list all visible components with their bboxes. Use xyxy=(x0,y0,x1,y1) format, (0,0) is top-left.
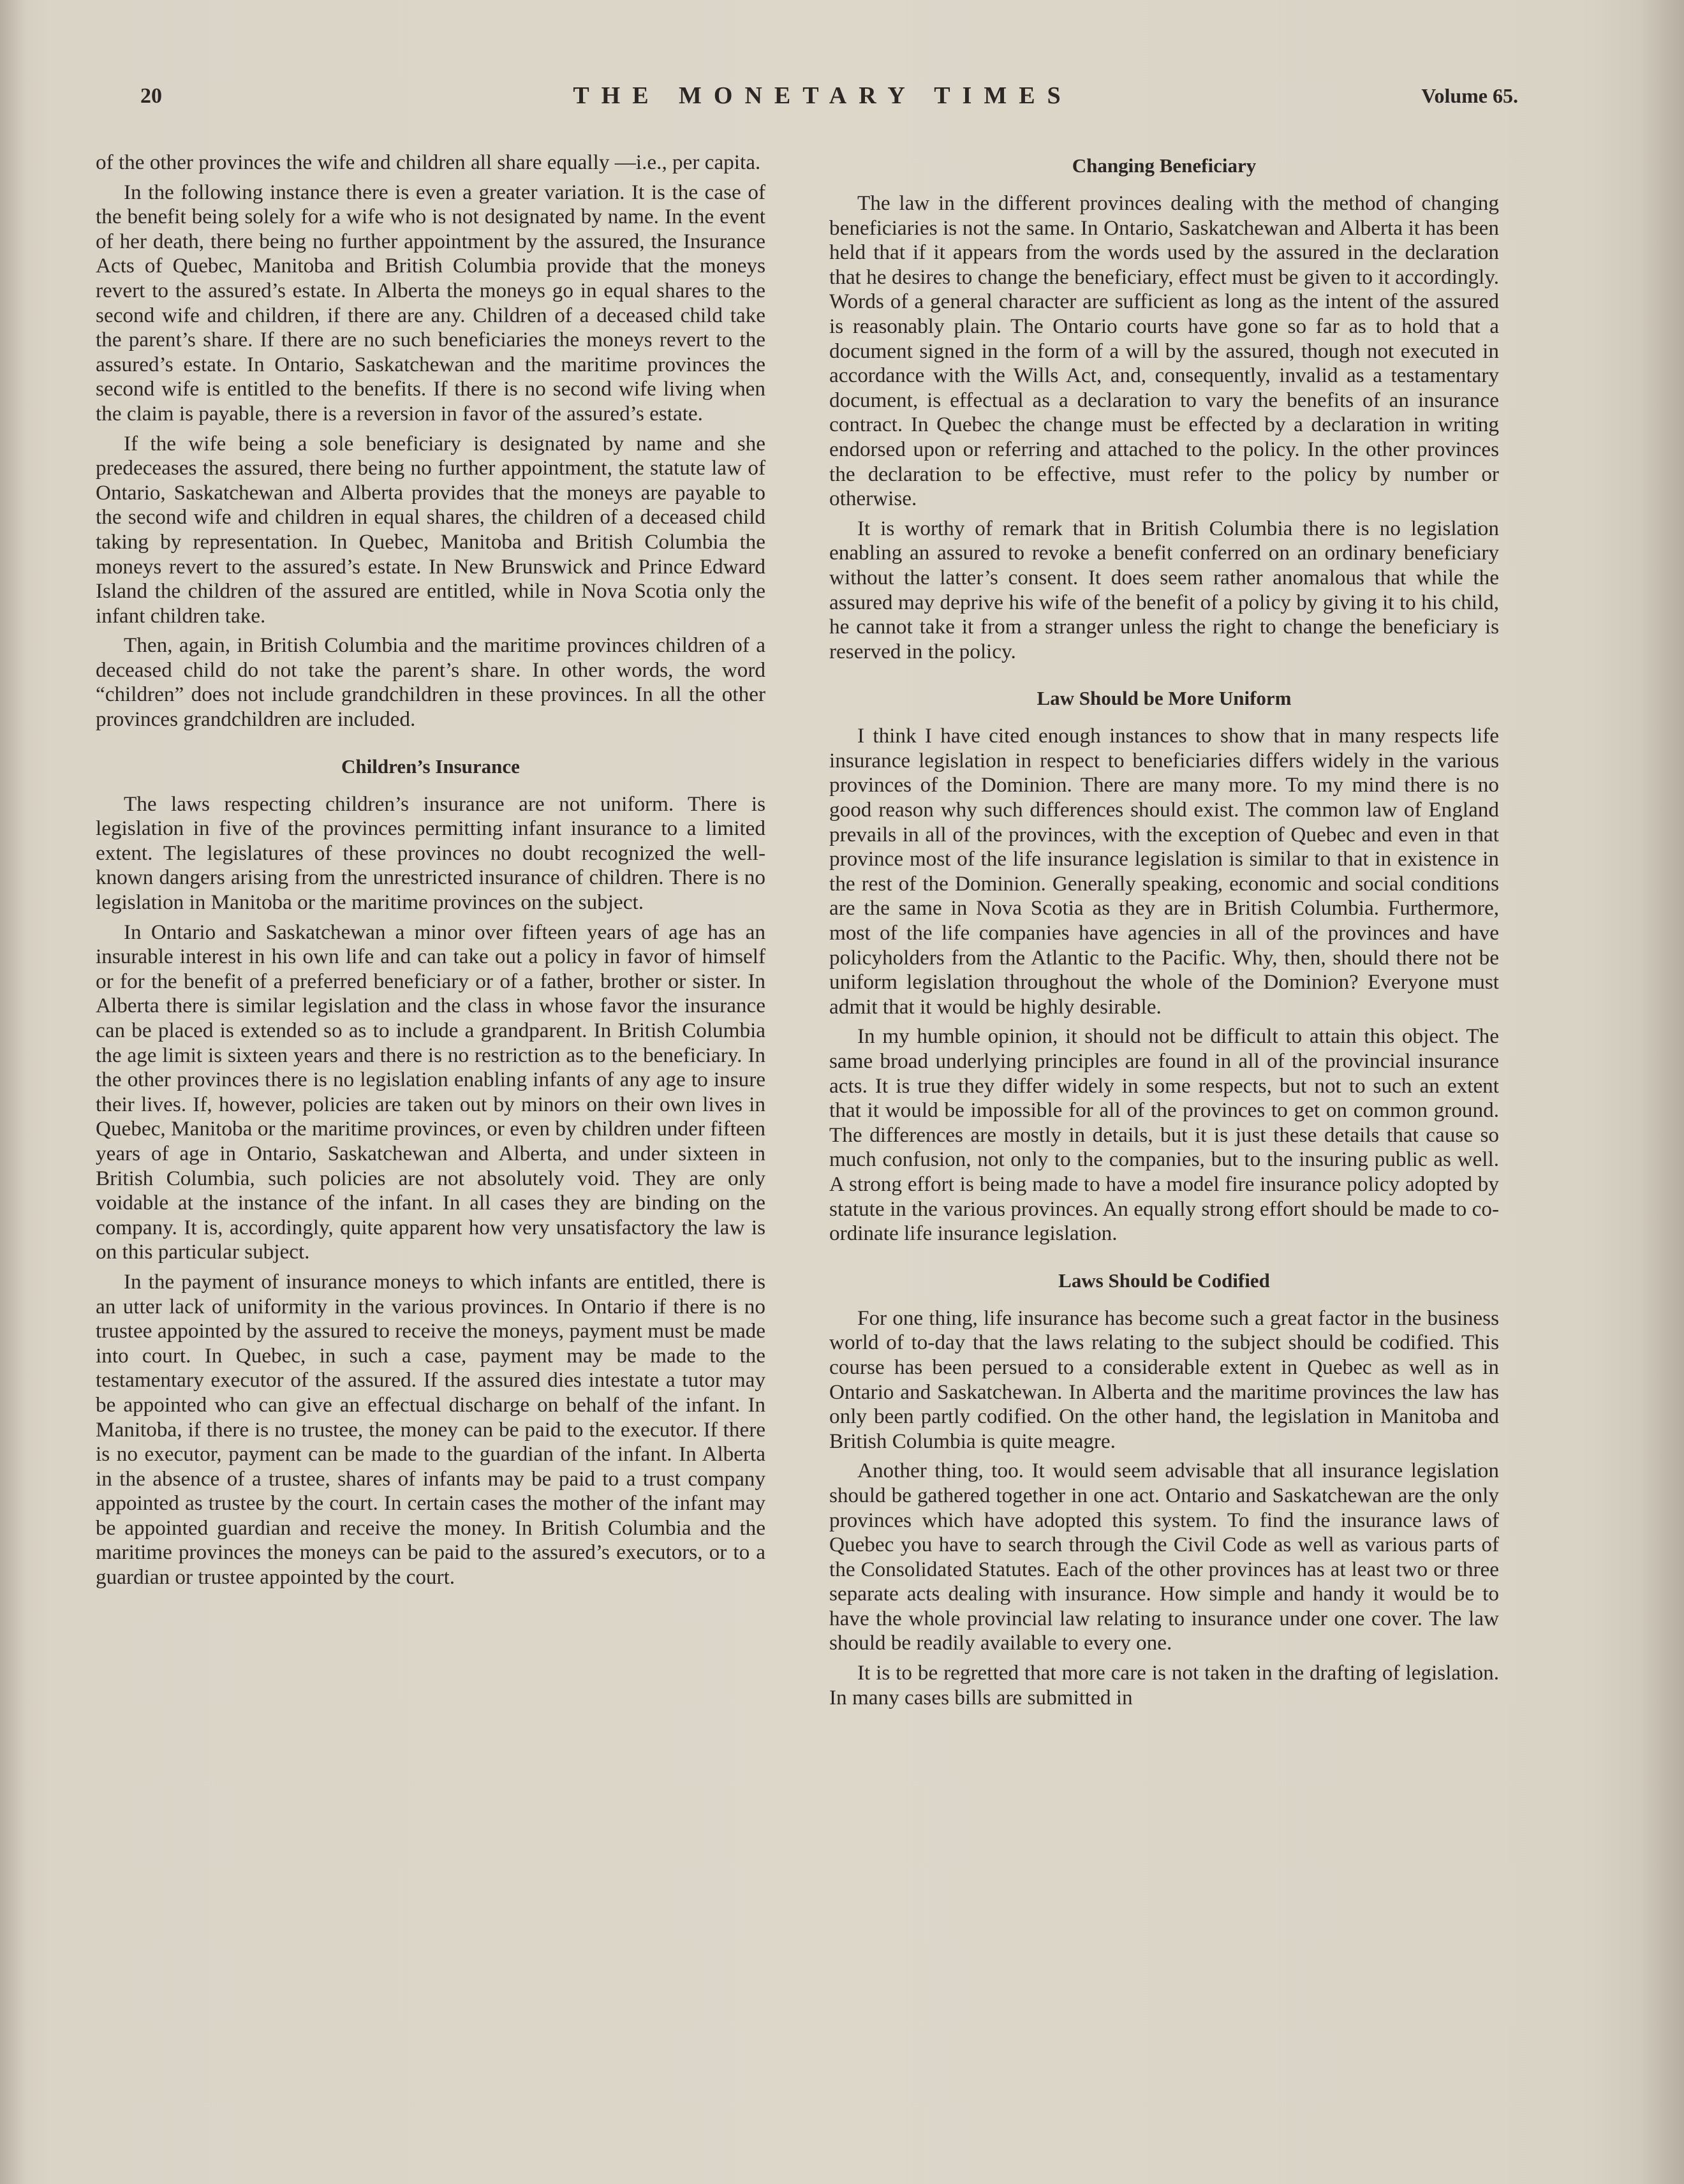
right-column xyxy=(829,151,1499,1715)
paragraph: The laws respecting children’s insurance are not uniform. There is legislation in five of the provinces permitting infant insurance to a limited extent. The legislatures of these provinces no doubt recognized the well-known dangers arising from the unrestricted insurance of children. There is no legislation in Manitoba or the maritime provinces on the subject. xyxy=(96,792,765,915)
section-heading-law-uniform: Law Should be More Uniform xyxy=(1037,687,1292,710)
paragraph: of the other provinces the wife and children all share equally —i.e., per capita. xyxy=(96,151,761,174)
section-heading-changing-beneficiary: Changing Beneficiary xyxy=(1072,154,1257,177)
paragraph: In the payment of insurance moneys to which infants are entitled, there is an utter lack of uniformity in the various provinces. In Ontario if there is no trustee appointed by the assured to receive the moneys, payment must be made into court. In Quebec, in such a case, payment may be made to the testamentary executor of the assured. If the assured dies intestate a tutor may be appointed who can give an effectual discharge on behalf of the infant. In Manitoba, if there is no trustee, the money can be paid to the executor. If there is no executor, payment can be made to the guardian of the infant. In Alberta in the absence of a trustee, shares of infants may be paid to a trust company appointed as trustee by the court. In certain cases the mother of the infant may be appointed guardian and receive the money. In British Columbia and the maritime provinces the moneys can be paid to the assured’s executors, or to a guardian or trustee appointed by the court. xyxy=(96,1269,765,1590)
paragraph: In the following instance there is even a greater variation. It is the case of the benefit being solely for a wife who is not designated by name. In the event of her death, there being no further appointment by the assured, the Insurance Acts of Quebec, Manitoba and British Columbia provide that the moneys revert to the assured’s estate. In Alberta the moneys go in equal shares to the second wife and children, if there are any. Children of a deceased child take the parent’s share. If there are no such beneficiaries the moneys revert to the assured’s estate. In Ontario, Saskatchewan and the maritime provinces the second wife is entitled to the benefits. If there is no second wife living when the claim is payable, there is a reversion in favor of the assured’s estate. xyxy=(96,180,765,425)
paragraph: In Ontario and Saskatchewan a minor over fifteen years of age has an insurable interest in his own life and can take out a policy in favor of himself or for the benefit of a preferred beneficiary or of a father, brother or sister. In Alberta there is similar legislation and the class in whose favor the insurance can be placed is extended so as to include a grandparent. In British Columbia the age limit is sixteen years and there is no restriction as to the beneficiary. In the other provinces there is no legislation enabling infants of any age to insure their lives. If, however, policies are taken out by minors on their own lives in Quebec, Manitoba or the maritime provinces, or even by children under fifteen years of age in Ontario, Saskatchewan and Alberta, and under sixteen in British Columbia, such policies are not absolutely void. They are only voidable at the instance of the infant. In all cases they are binding on the company. It is, accordingly, quite apparent how very unsatisfactory the law is on this particular subject. xyxy=(96,920,765,1264)
paragraph: The law in the different provinces dealing with the method of changing beneficiaries is not the same. In Ontario, Saskatchewan and Alberta it has been held that if it appears from the words used by the assured in the declaration that he desires to change the beneficiary, effect must be given to it accordingly. Words of a general character are sufficient as long as the intent of the assured is reasonably plain. The Ontario courts have gone so far as to hold that a document signed in the form of a will by the assured, though not executed in accordance with the Wills Act, and, consequently, invalid as a testamentary document, is effectual as a declaration to vary the benefits of an insurance contract. In Quebec the change must be effected by a declaration in writing endorsed upon or referring and attached to the policy. In the other provinces the declaration to be effective, must refer to the policy by number or otherwise. xyxy=(829,191,1499,511)
paragraph: For one thing, life insurance has become such a great factor in the business world of to-day that the laws relating to the subject should be codified. This course has been persued to a considerable extent in Quebec as well as in Ontario and Saskatchewan. In Alberta and the maritime provinces the law has only been partly codified. On the other hand, the legislation in Manitoba and British Columbia is quite meagre. xyxy=(829,1306,1499,1453)
section-heading-childrens-insurance: Children’s Insurance xyxy=(341,755,520,778)
paragraph: Then, again, in British Columbia and the maritime provinces children of a deceased child do not take the parent’s share. In other words, the word “children” does not include grandchildren in these provinces. In all the other provinces grandchildren are included. xyxy=(96,633,765,732)
left-column xyxy=(96,151,765,1595)
section-heading-laws-codified: Laws Should be Codified xyxy=(1058,1269,1270,1292)
running-title: THE MONETARY TIMES xyxy=(573,82,1073,109)
page-left-shadow xyxy=(0,0,26,2184)
paragraph: It is to be regretted that more care is not taken in the drafting of legislation. In many cases bills are submitted in xyxy=(829,1661,1499,1709)
page-number: 20 xyxy=(140,84,162,108)
paragraph: Another thing, too. It would seem advisable that all insurance legislation should be gathered together in one act. Ontario and Saskatchewan are the only provinces which have adopted this system. To find the insurance laws of Quebec you have to search through the Civil Code as well as various parts of the Consolidated Statutes. Each of the other provinces has at least two or three separate acts dealing with insurance. How simple and handy it would be to have the whole provincial law relating to insurance under one cover. The law should be readily available to every one. xyxy=(829,1459,1499,1655)
paragraph: I think I have cited enough instances to show that in many respects life insurance legislation in respect to beneficiaries differs widely in the various provinces of the Dominion. There are many more. To my mind there is no good reason why such differences should exist. The common law of England prevails in all of the provinces, with the exception of Quebec and even in that province most of the life insurance legislation is similar to that in existence in the rest of the Dominion. Generally speaking, economic and social conditions are the same in Nova Scotia as they are in British Columbia. Furthermore, most of the life companies have agencies in all of the provinces and have policyholders from the Atlantic to the Pacific. Why, then, should there not be uniform legislation throughout the whole of the Dominion? Everyone must admit that it would be highly desirable. xyxy=(829,724,1499,1019)
page-header xyxy=(128,82,1518,120)
paragraph: If the wife being a sole beneficiary is designated by name and she predeceases the assured, there being no further appointment, the statute law of Ontario, Saskatchewan and Alberta provides that the moneys are payable to the second wife and children in equal shares, the children of a deceased child taking by representation. In Quebec, Manitoba and British Columbia the moneys revert to the assured’s estate. In New Brunswick and Prince Edward Island the children of the assured are entitled, while in Nova Scotia only the infant children take. xyxy=(96,431,765,628)
paragraph: It is worthy of remark that in British Columbia there is no legislation enabling an assured to revoke a benefit conferred on an ordinary beneficiary without the latter’s consent. It does seem rather anomalous that while the assured may deprive his wife of the benefit of a policy by giving it to his child, he cannot take it from a stranger unless the right to change the beneficiary is reserved in the policy. xyxy=(829,516,1499,663)
paragraph: In my humble opinion, it should not be difficult to attain this object. The same broad underlying principles are found in all of the provincial insurance acts. It is true they differ widely in some respects, but not to such an extent that it would be impossible for all of the provinces to get on common ground. The differences are mostly in details, but it is just these details that cause so much confusion, not only to the companies, but to the insuring public as well. A strong effort is being made to have a model fire insurance policy adopted by statute in the various provinces. An equally strong effort should be made to co-ordinate life insurance legislation. xyxy=(829,1024,1499,1246)
page-right-shadow xyxy=(1639,0,1684,2184)
volume-label: Volume 65. xyxy=(1421,84,1518,107)
